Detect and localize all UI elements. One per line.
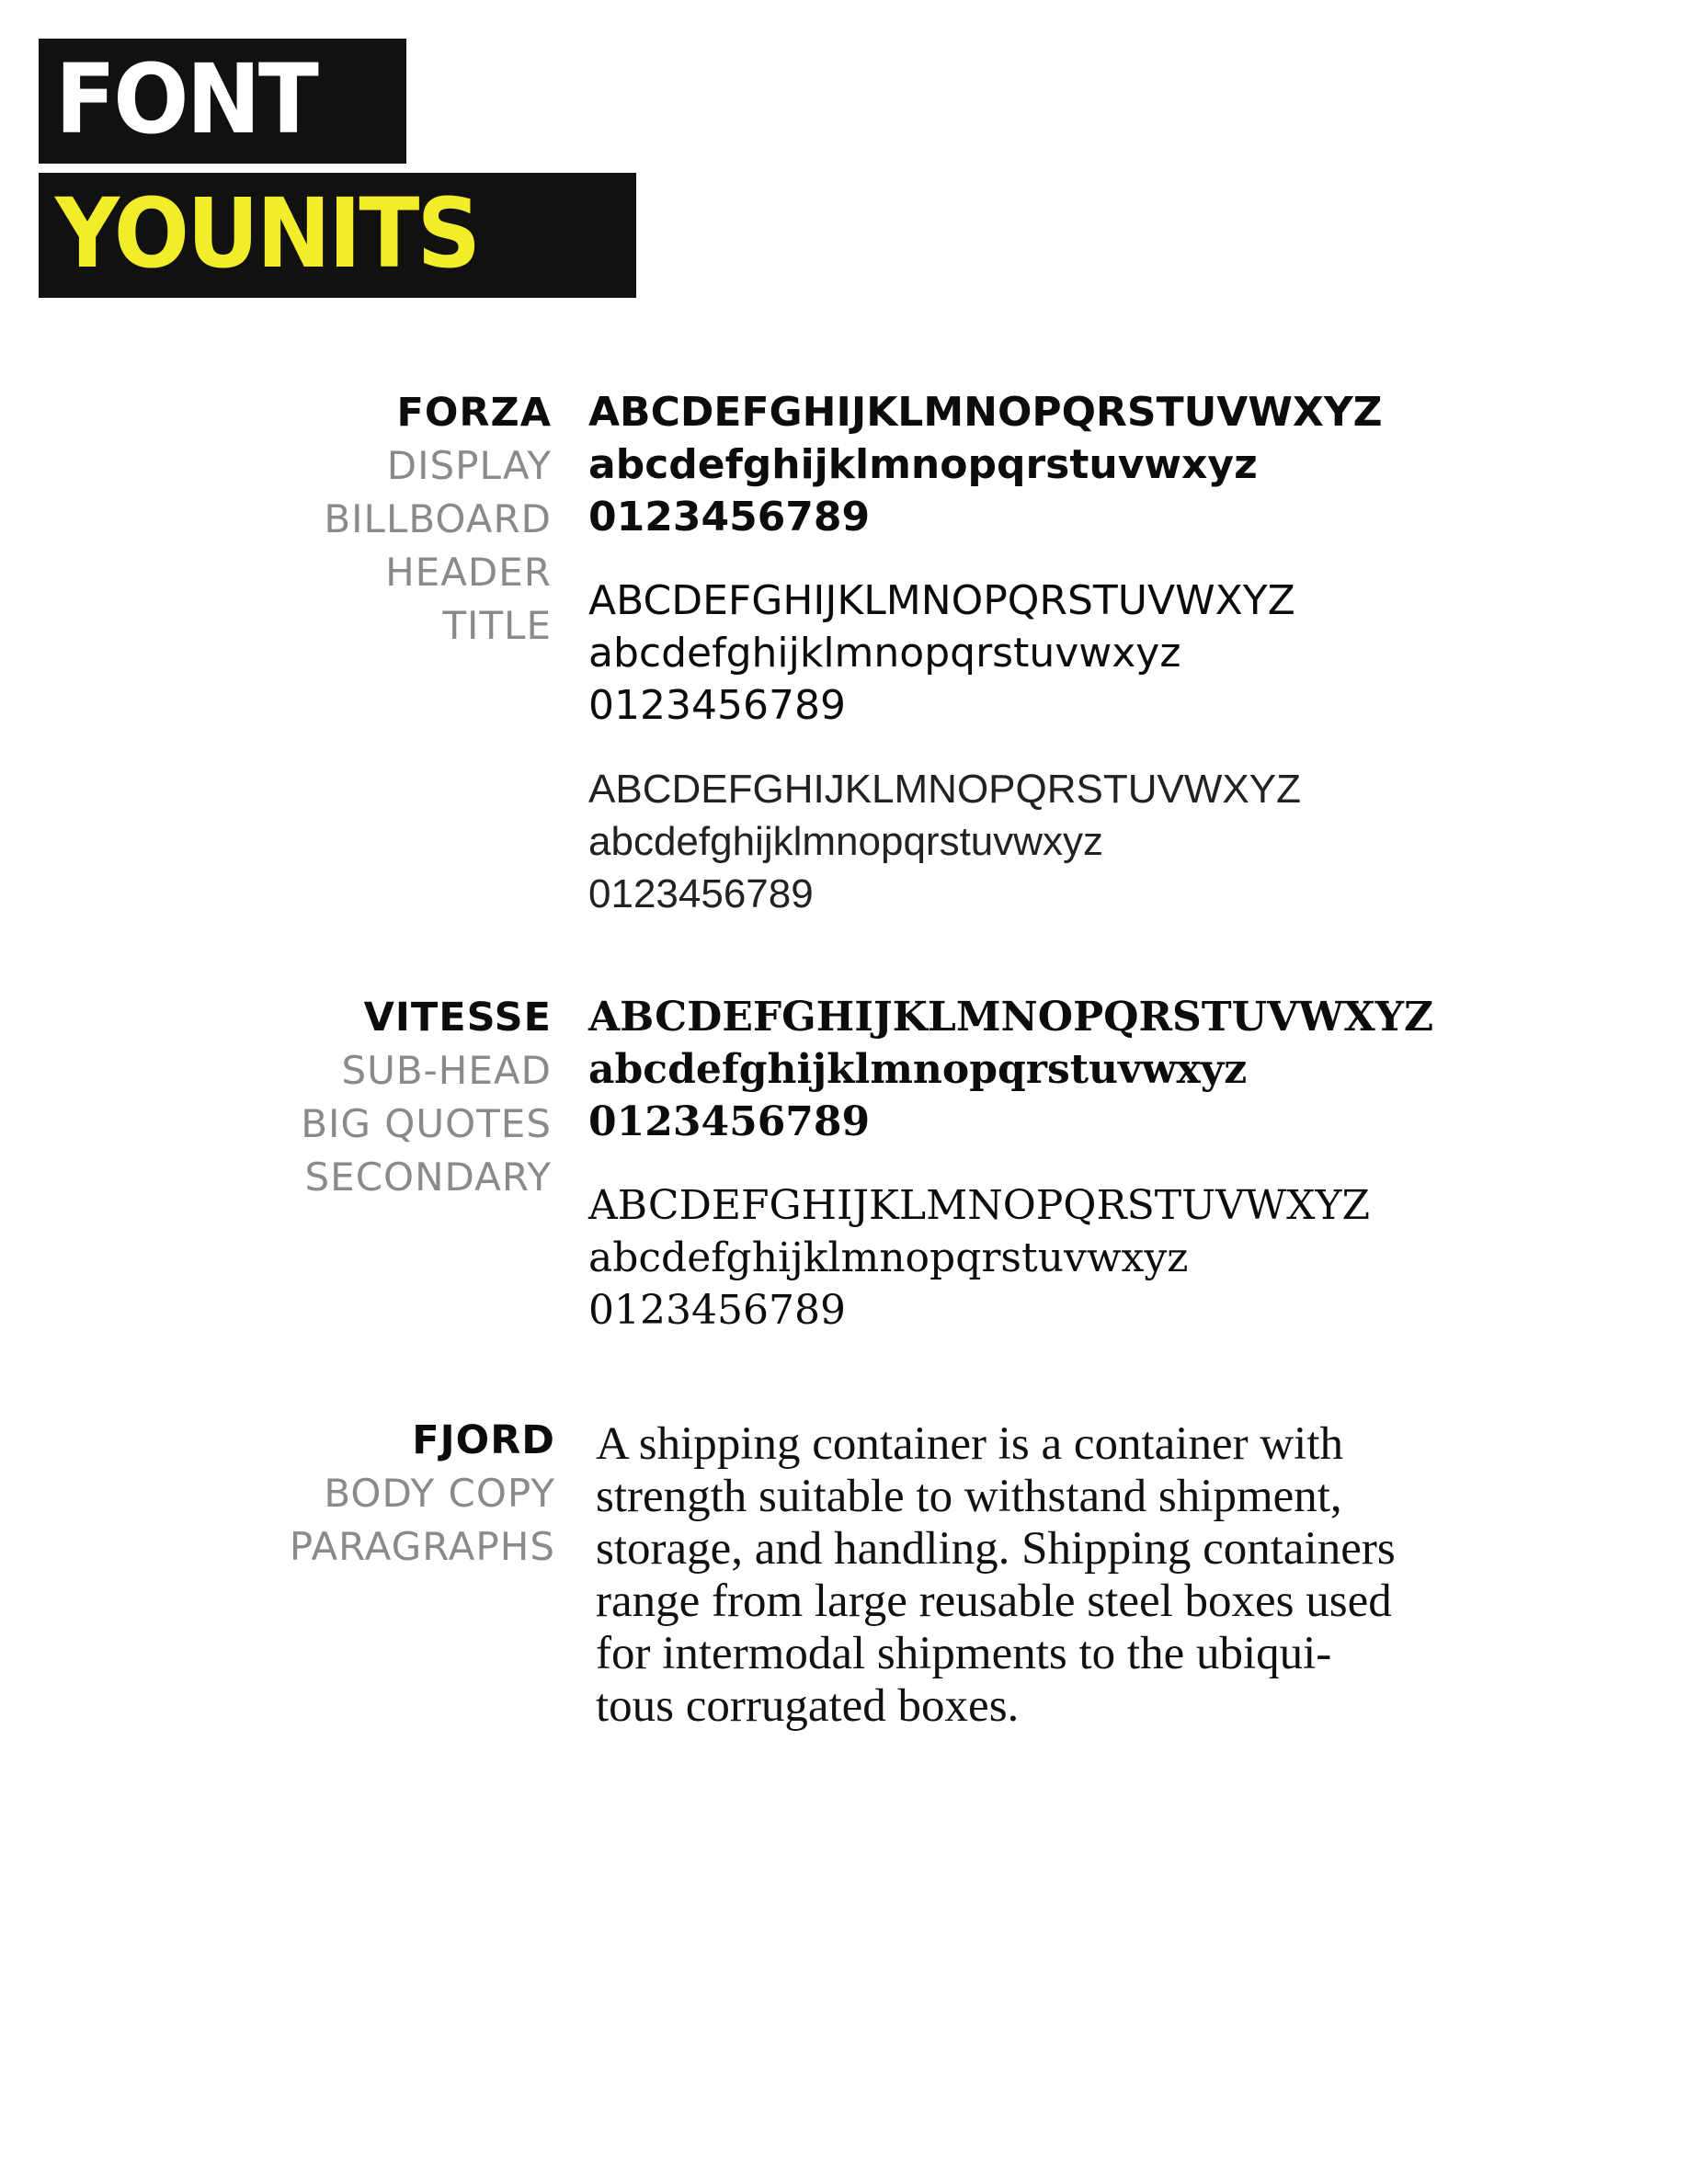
- usage-big-quotes: BIG QUOTES: [301, 1101, 552, 1146]
- usage-paragraphs: PARAGRAPHS: [289, 1524, 555, 1569]
- usage-title: TITLE: [442, 603, 552, 648]
- title-block-font: [39, 39, 406, 164]
- specimen-lower: abcdefghijklmnopqrstuvwxyz: [588, 819, 1104, 864]
- paragraph-line: strength suitable to withstand shipment,: [596, 1471, 1342, 1522]
- usage-display: DISPLAY: [386, 443, 552, 488]
- vitesse-regular-specimen: [588, 1179, 1433, 1337]
- vitesse-bold-specimen: [588, 991, 1433, 1148]
- specimen-upper: ABCDEFGHIJKLMNOPQRSTUVWXYZ: [588, 577, 1295, 624]
- specimen-upper: ABCDEFGHIJKLMNOPQRSTUVWXYZ: [588, 994, 1434, 1041]
- font-name-vitesse: VITESSE: [363, 995, 552, 1041]
- fjord-labels: [290, 1414, 555, 1574]
- fjord-paragraph: [596, 1418, 1460, 1733]
- specimen-digits: 0123456789: [588, 871, 814, 916]
- title-younits: YOUNITS: [55, 177, 479, 290]
- specimen-upper: ABCDEFGHIJKLMNOPQRSTUVWXYZ: [588, 389, 1383, 436]
- forza-labels: [324, 386, 552, 653]
- usage-billboard: BILLBOARD: [324, 496, 552, 541]
- forza-regular-specimen: [588, 574, 1383, 732]
- usage-sub-head: SUB-HEAD: [341, 1048, 552, 1093]
- paragraph-line: range from large reusable steel boxes used: [596, 1575, 1392, 1627]
- specimen-lower: abcdefghijklmnopqrstuvwxyz: [588, 441, 1258, 488]
- usage-header: HEADER: [385, 550, 552, 595]
- specimen-upper: ABCDEFGHIJKLMNOPQRSTUVWXYZ: [588, 767, 1301, 812]
- specimen-lower: abcdefghijklmnopqrstuvwxyz: [588, 1234, 1189, 1281]
- paragraph-line: for intermodal shipments to the ubiqui-: [596, 1628, 1332, 1679]
- specimen-digits: 0123456789: [588, 494, 871, 540]
- specimen-digits: 0123456789: [588, 682, 846, 729]
- paragraph-line: A shipping container is a container with: [596, 1418, 1343, 1470]
- title-block-younits: [39, 173, 636, 298]
- font-name-forza: FORZA: [396, 390, 552, 436]
- usage-body-copy: BODY COPY: [324, 1471, 555, 1516]
- specimen-lower: abcdefghijklmnopqrstuvwxyz: [588, 630, 1181, 677]
- vitesse-specimens: [588, 991, 1433, 1368]
- font-name-fjord: FJORD: [412, 1417, 555, 1463]
- title-font: FONT: [55, 43, 317, 155]
- specimen-lower: abcdefghijklmnopqrstuvwxyz: [588, 1046, 1248, 1093]
- specimen-digits: 0123456789: [588, 1287, 846, 1334]
- specimen-upper: ABCDEFGHIJKLMNOPQRSTUVWXYZ: [588, 1182, 1371, 1229]
- forza-light-specimen: [588, 763, 1383, 920]
- usage-secondary: SECONDARY: [304, 1155, 552, 1200]
- paragraph-line: tous corrugated boxes.: [596, 1680, 1020, 1732]
- specimen-digits: 0123456789: [588, 1098, 871, 1145]
- paragraph-line: storage, and handling. Shipping containers: [596, 1523, 1396, 1575]
- forza-specimens: [588, 386, 1383, 951]
- forza-bold-specimen: [588, 386, 1383, 543]
- vitesse-labels: [301, 991, 552, 1204]
